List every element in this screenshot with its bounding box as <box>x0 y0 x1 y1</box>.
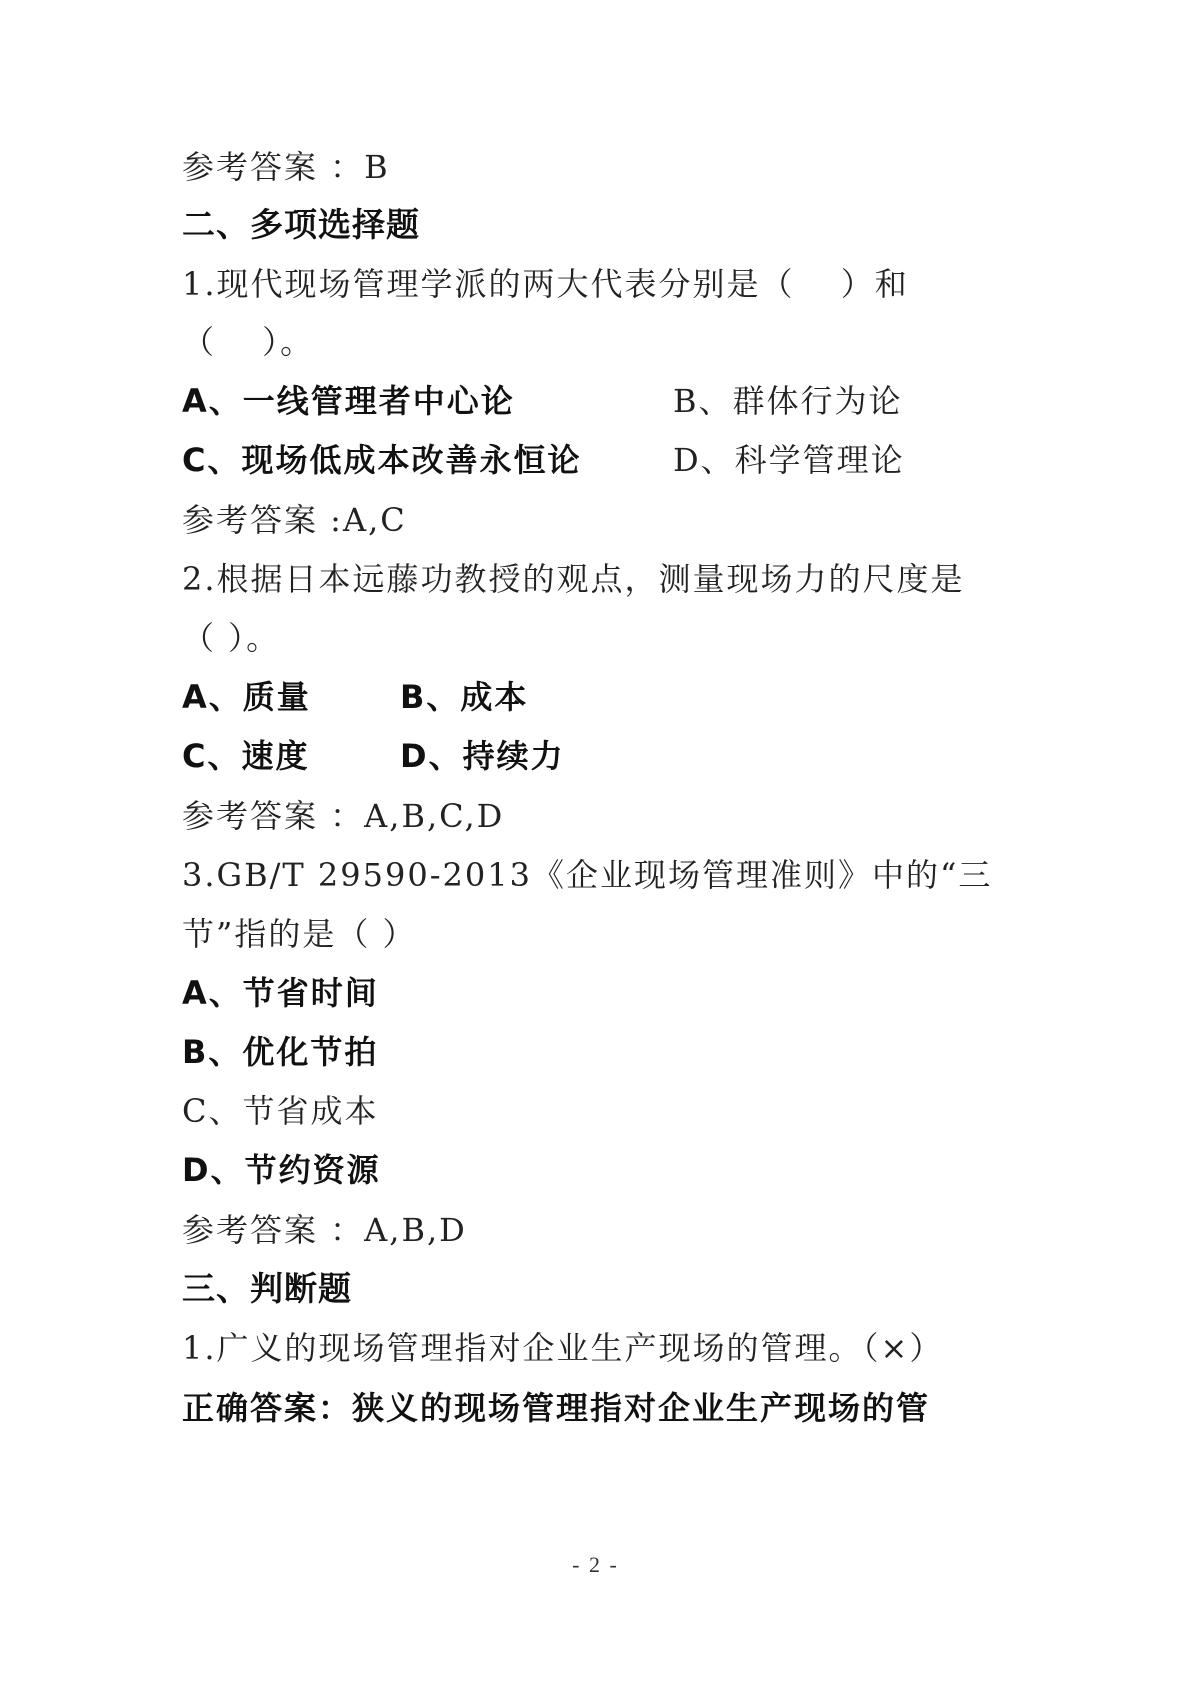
q1-option-b: B、群体行为论 <box>673 382 903 420</box>
q2-option-b: B、成本 <box>400 678 529 716</box>
question-2-text: 2.根据日本远藤功教授的观点，测量现场力的尺度是 <box>182 560 965 598</box>
q3-option-c: C、节省成本 <box>182 1092 379 1130</box>
page-number: - 2 - <box>572 1552 619 1577</box>
question-1-text: 1.现代现场管理学派的两大代表分别是（ ）和 <box>182 265 909 303</box>
answer-line-prev: 参考答案 ：B <box>182 148 390 186</box>
q3-answer: 参考答案 ：A,B,D <box>182 1211 467 1249</box>
q1-option-d: D、科学管理论 <box>673 441 905 479</box>
q2-option-a: A、质量 <box>182 678 311 716</box>
q3-option-d: D、节约资源 <box>182 1151 381 1189</box>
judgement-1-correct-answer: 正确答案：狭义的现场管理指对企业生产现场的管 <box>182 1389 931 1427</box>
section-heading-multiple-choice: 二、多项选择题 <box>182 205 420 244</box>
judgement-1-text: 1.广义的现场管理指对企业生产现场的管理。（×） <box>182 1329 944 1367</box>
section-heading-true-false: 三、判断题 <box>182 1269 352 1308</box>
question-2-text-cont: （ ）。 <box>182 619 281 657</box>
question-3-text: 3.GB/T 29590-2013《企业现场管理准则》中的“三 <box>182 856 993 894</box>
q3-option-a: A、节省时间 <box>182 974 379 1012</box>
q2-option-c: C、速度 <box>182 737 310 775</box>
q3-option-b: B、优化节拍 <box>182 1033 379 1071</box>
question-1-text-cont: （ ）。 <box>182 323 315 361</box>
q1-option-c: C、现场低成本改善永恒论 <box>182 441 582 479</box>
q2-answer: 参考答案 ：A,B,C,D <box>182 797 505 835</box>
q2-option-d: D、持续力 <box>400 737 565 775</box>
q1-option-a: A、一线管理者中心论 <box>182 382 515 420</box>
q1-answer: 参考答案 :A,C <box>182 501 407 539</box>
question-3-text-cont: 节”指的是（ ） <box>182 915 417 953</box>
